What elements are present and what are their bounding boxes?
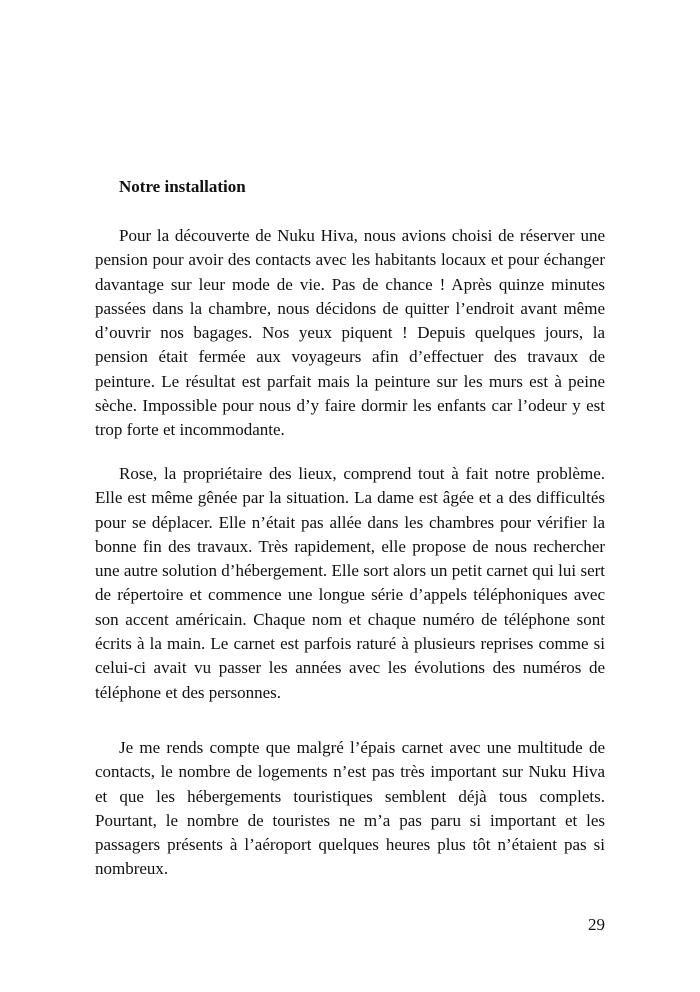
page-number: 29 <box>588 915 605 934</box>
paragraph: Pour la découverte de Nuku Hiva, nous avions choisi de réserver une pension pour avoir des contacts avec les habitants locaux et pour échanger davantage sur leur mode de vie. Pas de chance ! Après quinze minutes passées dans la chambre, nous décidons de quitter l’endroit avant même d’ouvrir nos bagages. Nos yeux piquent ! Depuis quelques jours, la pension était fermée aux voyageurs afin d’effectuer des travaux de peinture. Le résultat est parfait mais la peinture sur les murs est à peine sèche. Impossible pour nous d’y faire dormir les enfants car l’odeur y est trop forte et incommodante. <box>95 226 605 440</box>
section-heading: Notre installation <box>119 177 246 196</box>
paragraph: Rose, la propriétaire des lieux, comprend tout à fait notre problème. Elle est même gênée par la situation. La dame est âgée et a des difficultés pour se déplacer. Elle n’était pas allée dans les chambres pour vérifier la bonne fin des travaux. Très rapidement, elle propose de nous rechercher une autre solution d’hébergement. Elle sort alors un petit carnet qui lui sert de répertoire et commence une longue série d’appels téléphoniques avec son accent américain. Chaque nom et chaque numéro de téléphone sont écrits à la main. Le carnet est parfois raturé à plusieurs reprises comme si celui-ci avait vu passer les années avec les évolutions des numéros de téléphone et des personnes. <box>95 464 605 702</box>
paragraph: Je me rends compte que malgré l’épais carnet avec une multitude de contacts, le nombre de logements n’est pas très important sur Nuku Hiva et que les hébergements touristiques semblent déjà tous complets. Pourtant, le nombre de touristes ne m’a pas paru si important et les passagers présents à l’aéroport quelques heures plus tôt n’étaient pas si nombreux. <box>95 738 605 879</box>
